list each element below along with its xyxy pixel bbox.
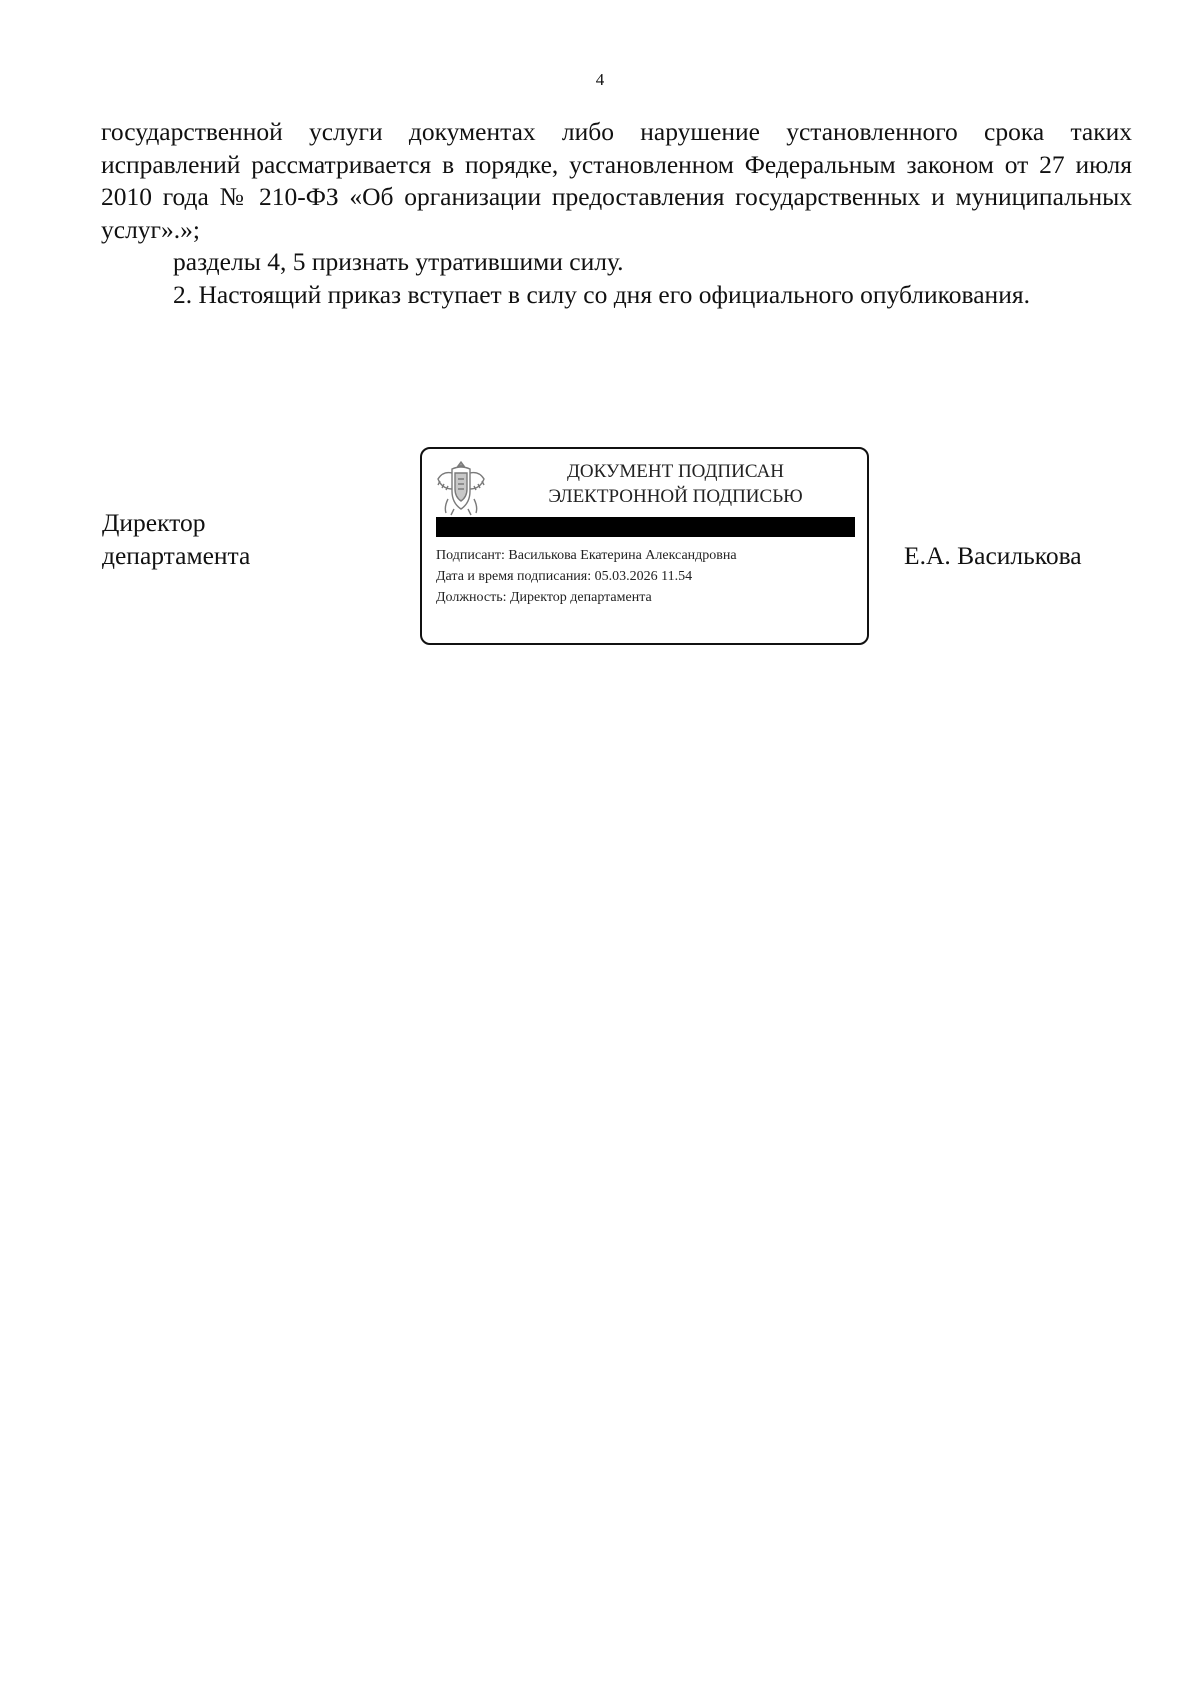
- document-body: [101, 116, 1132, 311]
- certificate-redaction-bar: [436, 517, 855, 537]
- paragraph-continuation: государственной услуги документах либо нарушение установленного срока таких исправлений рассматривается в порядке, установленном Федеральным законом от 27 июля 2010 года № 210-ФЗ «Об организации предоставления государственных и муниципальных услуг».»;: [101, 117, 1132, 244]
- stamp-heading: [492, 459, 859, 509]
- stamp-position: Должность: Директор департамента: [436, 590, 652, 605]
- electronic-signature-stamp: [420, 447, 869, 645]
- stamp-signer: Подписант: Василькова Екатерина Александровна: [436, 548, 737, 563]
- signer-title-line-1: Директор: [102, 508, 206, 537]
- page-number: 4: [595, 70, 605, 89]
- signer-title-line-2: департамента: [102, 540, 251, 570]
- paragraph-effective-date: 2. Настоящий приказ вступает в силу со дня его официального опубликования.: [173, 279, 1030, 309]
- paragraph-sections-repealed: разделы 4, 5 признать утратившими силу.: [173, 247, 624, 276]
- signer-title: [102, 507, 250, 572]
- signer-name: Е.А. Василькова: [904, 541, 1082, 570]
- stamp-heading-line-1: ДОКУМЕНТ ПОДПИСАН: [566, 461, 785, 482]
- coat-of-arms-icon: [434, 459, 488, 517]
- stamp-heading-line-2: ЭЛЕКТРОННОЙ ПОДПИСЬЮ: [548, 486, 803, 507]
- stamp-signed-at: Дата и время подписания: 05.03.2026 11.54: [436, 569, 693, 584]
- stamp-details: [436, 545, 857, 608]
